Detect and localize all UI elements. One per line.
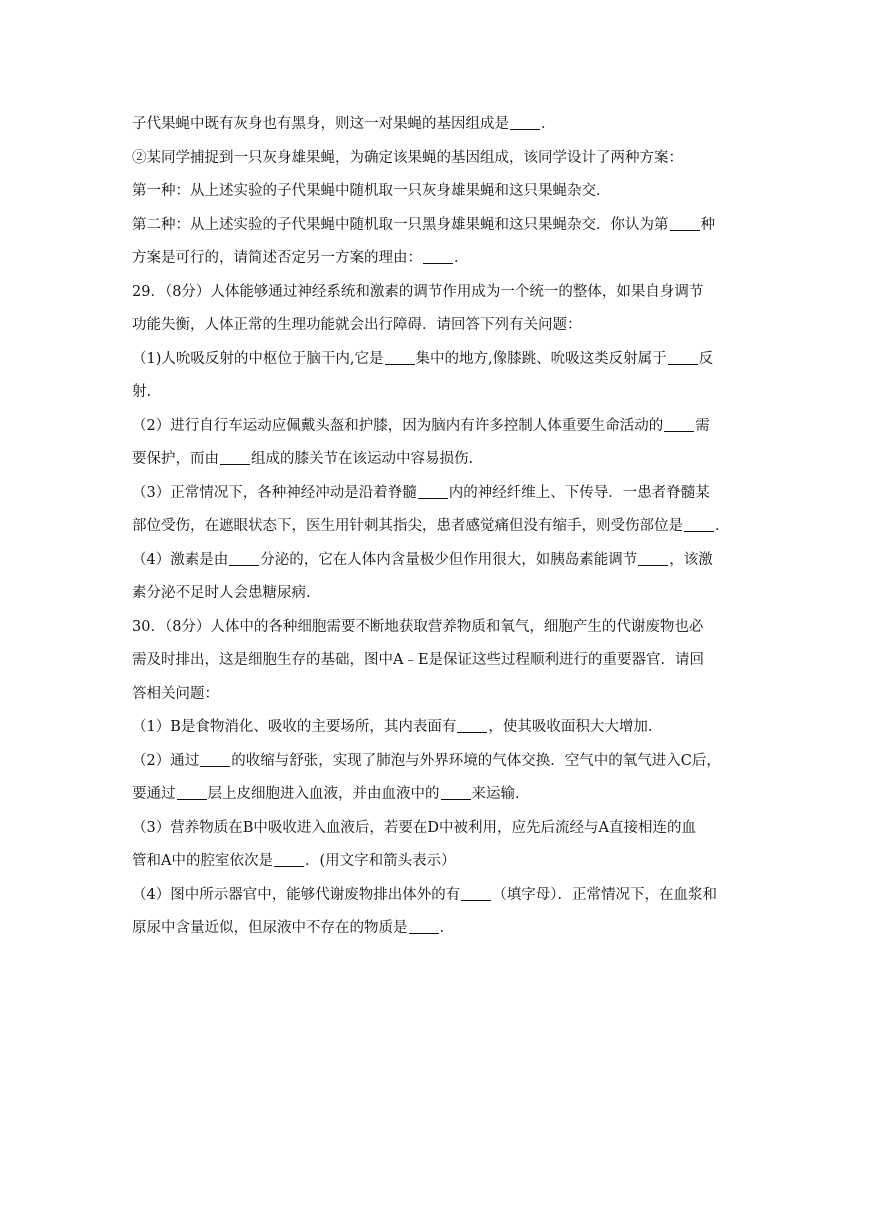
text-segment: ，使其吸收面积大大增加. (488, 719, 653, 735)
text-segment: 第二种：从上述实验的子代果蝇中随机取一只黑身雄果蝇和这只果蝇杂交．你认为第 (132, 216, 669, 233)
text-segment: 方案是可行的，请简述否定另一方案的理由： (132, 250, 422, 266)
answer-blank (418, 484, 448, 499)
answer-blank (423, 249, 453, 264)
text-line (132, 577, 740, 611)
text-line (132, 611, 740, 645)
text-line (132, 410, 740, 444)
text-segment: 要保护，而由 (132, 451, 219, 467)
answer-blank (684, 517, 714, 532)
text-segment: 部位受伤，在遮眼状态下，医生用针刺其指尖，患者感觉痛但没有缩手，则受伤部位是 (132, 518, 683, 534)
text-line (132, 343, 740, 377)
answer-blank (200, 752, 230, 767)
answer-blank (409, 919, 439, 934)
text-segment: 答相关问题： (132, 685, 219, 702)
text-line (132, 242, 740, 276)
answer-blank (441, 785, 471, 800)
text-segment: （2）通过 (132, 752, 200, 769)
answer-blank (177, 785, 207, 800)
text-line (132, 443, 740, 477)
answer-blank (385, 350, 415, 365)
text-line (132, 812, 740, 846)
text-line (132, 745, 740, 779)
text-line (132, 912, 740, 946)
text-segment: ． (454, 250, 469, 266)
text-segment: （填字母）．正常情况下，在血浆和 (492, 886, 717, 903)
text-segment: ． (439, 920, 454, 936)
text-line (132, 678, 740, 712)
answer-blank (229, 551, 259, 566)
text-line (132, 644, 740, 678)
text-segment: 原尿中含量近似，但尿液中不存在的物质是 (132, 920, 408, 936)
text-segment: 素分泌不足时人会患糖尿病. (132, 585, 311, 601)
answer-blank (510, 115, 540, 130)
text-segment: 层上皮细胞进入血液，并由血液中的 (207, 786, 440, 802)
text-segment: （1）B是食物消化、吸收的主要场所，其内表面有 (132, 719, 457, 735)
text-line (132, 544, 740, 578)
text-segment: 反 (698, 350, 714, 367)
text-segment: （4）激素是由 (132, 551, 229, 568)
text-segment: （3）营养物质在B中吸收进入血液后，若要在D中被利用，应先后流经与A直接相连的血 (132, 819, 696, 836)
text-line (132, 276, 740, 310)
text-segment: 集中的地方,像膝跳、吮吸这类反射属于 (415, 350, 667, 367)
text-segment: 要通过 (132, 786, 176, 802)
text-line (132, 778, 740, 812)
text-line (132, 845, 740, 879)
text-segment: 管和A中的腔室依次是 (132, 853, 273, 869)
text-segment: 功能失衡，人体正常的生理功能就会出行障碍．请回答下列有关问题： (132, 317, 582, 333)
text-line (132, 175, 740, 209)
text-segment: （4）图中所示器官中，能够代谢废物排出体外的有 (132, 886, 461, 903)
answer-blank (670, 216, 700, 231)
text-segment: 组成的膝关节在该运动中容易损伤. (251, 451, 474, 467)
text-segment: （2）进行自行车运动应佩戴头盔和护膝，因为脑内有许多控制人体重要生命活动的 (132, 417, 664, 434)
text-segment: ②某同学捕捉到一只灰身雄果蝇，为确定该果蝇的基因组成，该同学设计了两种方案： (132, 149, 683, 166)
text-segment: 的收缩与舒张，实现了肺泡与外界环境的气体交换．空气中的氧气进入C后， (231, 752, 721, 769)
text-segment: 内的神经纤维上、下传导．一患者脊髓某 (448, 484, 710, 501)
text-segment: 第一种：从上述实验的子代果蝇中随机取一只灰身雄果蝇和这只果蝇杂交． (132, 183, 611, 199)
text-line (132, 209, 740, 243)
text-segment: ．(用文字和箭头表示） (304, 853, 456, 869)
text-line (132, 142, 740, 176)
text-line (132, 879, 740, 913)
text-segment: 需 (695, 417, 710, 434)
text-segment: （3）正常情况下，各种神经冲动是沿着脊髓 (132, 484, 417, 501)
text-segment: 来运输. (471, 786, 520, 802)
text-line (132, 477, 740, 511)
answer-blank (668, 350, 698, 365)
text-segment: ． (715, 518, 730, 534)
answer-blank (274, 852, 304, 867)
text-line (132, 510, 740, 544)
text-segment: 29．（8分）人体能够通过神经系统和激素的调节作用成为一个统一的整体，如果自身调节 (132, 283, 704, 300)
text-line (132, 376, 740, 410)
answer-blank (638, 551, 668, 566)
text-segment: ． (541, 116, 556, 132)
text-segment: （1)人吮吸反射的中枢位于脑干内,它是 (132, 350, 384, 367)
answer-blank (664, 417, 694, 432)
text-line (132, 108, 740, 142)
text-segment: 30．（8分）人体中的各种细胞需要不断地获取营养物质和氧气，细胞产生的代谢废物也必 (132, 618, 704, 635)
answer-blank (457, 718, 487, 733)
text-segment: 需及时排出，这是细胞生存的基础，图中A﹣E是保证这些过程顺利进行的重要器官．请回 (132, 652, 705, 668)
text-line (132, 309, 740, 343)
text-segment: 射. (132, 384, 152, 400)
answer-blank (220, 450, 250, 465)
text-segment: 种 (700, 216, 715, 233)
answer-blank (461, 886, 491, 901)
text-line (132, 711, 740, 745)
text-segment: 子代果蝇中既有灰身也有黑身，则这一对果蝇的基因组成是 (132, 116, 509, 132)
text-segment: 分泌的，它在人体内含量极少但作用很大，如胰岛素能调节 (260, 551, 638, 568)
exam-page (132, 108, 740, 946)
text-segment: ，该激 (669, 551, 713, 568)
